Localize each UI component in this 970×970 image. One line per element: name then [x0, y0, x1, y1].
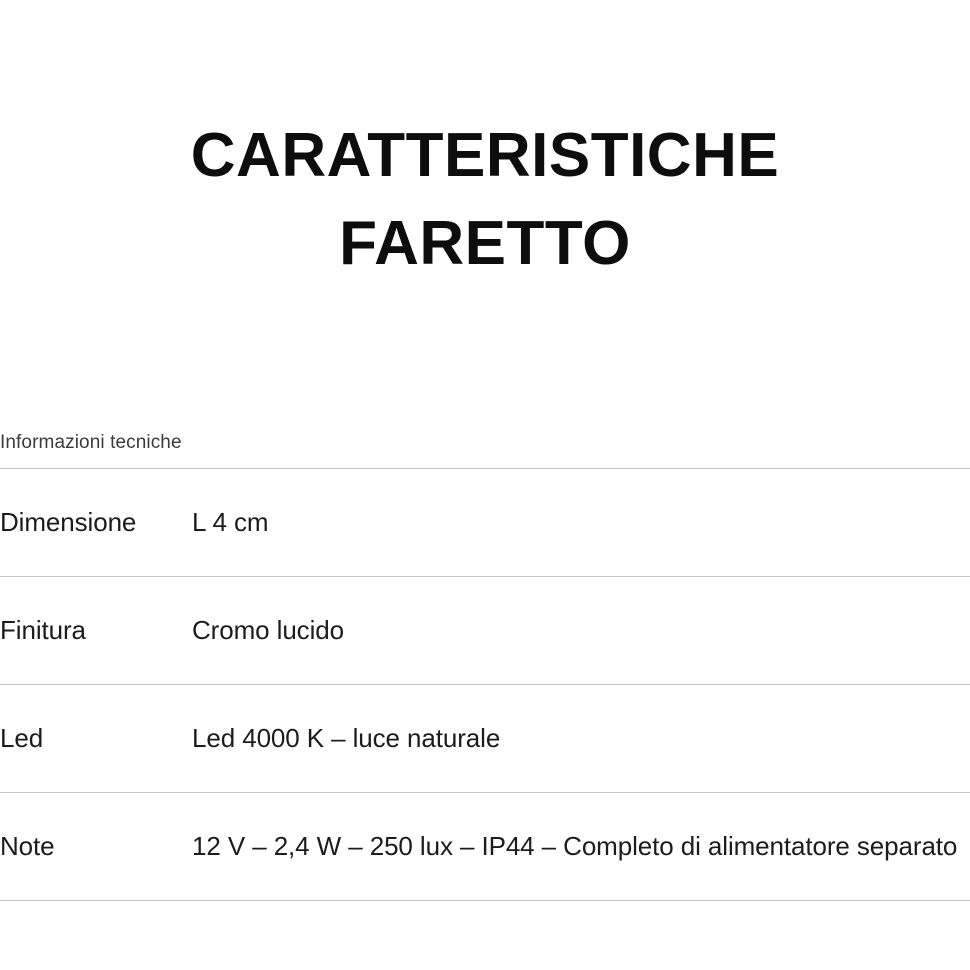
spec-value: Led 4000 K – luce naturale — [192, 685, 970, 793]
spec-value: L 4 cm — [192, 469, 970, 577]
table-row — [0, 685, 970, 793]
table-row — [0, 793, 970, 901]
table-row — [0, 469, 970, 577]
page-title-line-1: CARATTERISTICHE — [190, 121, 780, 190]
page-title — [0, 0, 970, 288]
spec-value: 12 V – 2,4 W – 250 lux – IP44 – Completo di alimentatore separato — [192, 793, 970, 901]
technical-info-caption: Informazioni tecniche — [0, 432, 182, 453]
specifications-table — [0, 468, 970, 901]
spec-value: Cromo lucido — [192, 577, 970, 685]
spec-key: Dimensione — [0, 469, 192, 577]
table-row — [0, 577, 970, 685]
page-title-line-2: FARETTO — [339, 209, 631, 279]
spec-key: Finitura — [0, 577, 192, 685]
technical-info-section — [0, 432, 970, 901]
spec-key: Led — [0, 685, 192, 793]
spec-key: Note — [0, 793, 192, 901]
